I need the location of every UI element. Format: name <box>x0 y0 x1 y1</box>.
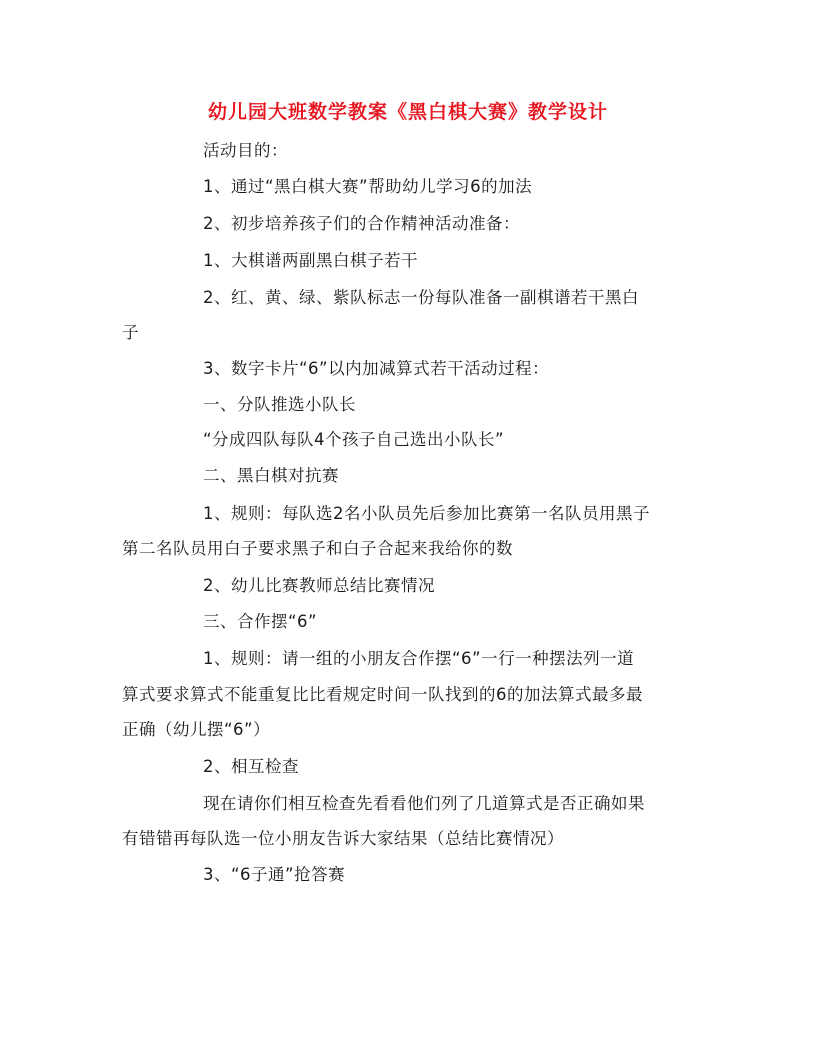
text-line: 1、规则：每队选2名小队员先后参加比赛第一名队员用黑子 <box>203 504 650 523</box>
text-line: 现在请你们相互检查先看看他们列了几道算式是否正确如果 <box>203 794 645 813</box>
text-line: 正确（幼儿摆“6”） <box>122 720 271 739</box>
text-line: 2、红、黄、绿、紫队标志一份每队准备一副棋谱若干黑白 <box>203 288 639 307</box>
text-line: 有错错再每队选一位小朋友告诉大家结果（总结比赛情况） <box>122 829 564 848</box>
text-line: 2、幼儿比赛教师总结比赛情况 <box>203 576 435 595</box>
text-line: 子 <box>122 323 139 342</box>
text-line: 算式要求算式不能重复比比看规定时间一队找到的6的加法算式最多最 <box>122 685 643 704</box>
document-title: 幼儿园大班数学教案《黑白棋大赛》教学设计 <box>207 101 608 123</box>
text-line: 第二名队员用白子要求黑子和白子合起来我给你的数 <box>122 539 513 558</box>
text-line: 1、规则：请一组的小朋友合作摆“6”一行一种摆法列一道 <box>203 649 635 668</box>
text-line: “分成四队每队4个孩子自己选出小队长” <box>203 430 505 449</box>
text-line: 3、“6子通”抢答赛 <box>203 865 346 884</box>
text-line: 二、黑白棋对抗赛 <box>203 466 339 485</box>
text-line: 三、合作摆“6” <box>203 612 318 631</box>
text-line: 2、初步培养孩子们的合作精神活动准备： <box>203 214 520 233</box>
text-line: 1、通过“黑白棋大赛”帮助幼儿学习6的加法 <box>203 177 533 196</box>
text-line: 一、分队推选小队长 <box>203 395 356 414</box>
text-line: 2、相互检查 <box>203 757 299 776</box>
text-line: 活动目的： <box>203 141 288 160</box>
text-line: 1、大棋谱两副黑白棋子若干 <box>203 251 418 270</box>
text-line: 3、数字卡片“6”以内加减算式若干活动过程： <box>203 359 550 378</box>
